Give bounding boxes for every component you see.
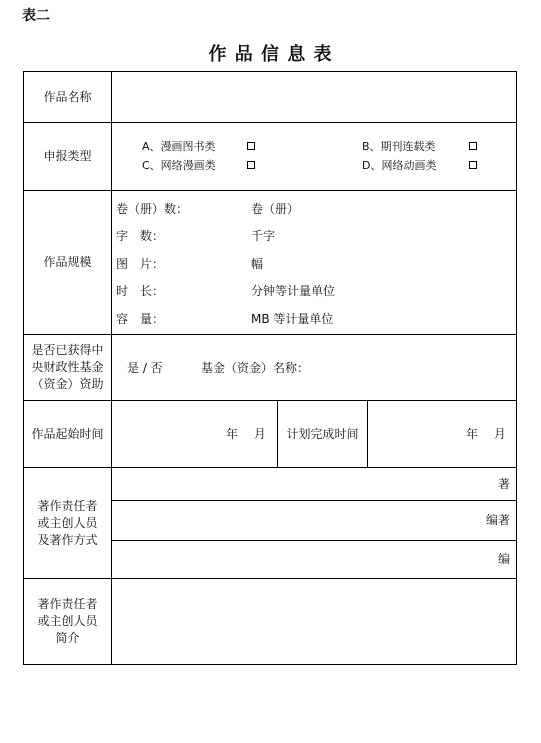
word-count-unit: 千字	[251, 229, 276, 243]
images-unit: 幅	[251, 257, 264, 271]
role-author: 著	[497, 477, 510, 491]
option-comic-book-checkbox[interactable]	[247, 142, 255, 150]
page-title: 作 品 信 息 表	[208, 44, 333, 65]
fund-name-label: 基金（资金）名称：	[201, 361, 310, 375]
images-label: 图 片：	[116, 257, 165, 271]
work-name-label: 作品名称	[43, 89, 92, 104]
volumes-label: 卷（册）数：	[116, 202, 189, 216]
capacity-label: 容 量：	[116, 312, 165, 326]
option-web-animation-checkbox[interactable]	[469, 161, 477, 169]
funding-yes-no[interactable]: 是 / 否	[127, 361, 163, 375]
intro-label-line-1: 著作责任者	[37, 597, 98, 611]
volumes-unit: 卷（册）	[251, 202, 300, 216]
capacity-unit: MB 等计量单位	[251, 312, 334, 326]
duration-label: 时 长：	[116, 284, 165, 298]
option-web-animation-label: D、网络动画类	[362, 159, 437, 172]
plan-year-month[interactable]: 年 月	[466, 427, 506, 441]
authors-label	[24, 468, 111, 578]
funding-label	[24, 335, 111, 400]
option-serial-checkbox[interactable]	[469, 142, 477, 150]
intro-label-line-3: 简介	[55, 631, 80, 645]
start-time-label: 作品起始时间	[31, 426, 104, 441]
table-number-label: 表二	[22, 8, 50, 24]
intro-field[interactable]	[112, 579, 516, 664]
plan-complete-label: 计划完成时间	[286, 426, 359, 441]
funding-label-line-2: 央财政性基金	[31, 360, 104, 374]
duration-unit: 分钟等计量单位	[251, 284, 336, 298]
funding-label-line-1: 是否已获得中	[31, 343, 104, 357]
start-year-month[interactable]: 年 月	[226, 427, 266, 441]
option-comic-book-label: A、漫画图书类	[142, 140, 216, 153]
declare-type-label: 申报类型	[43, 149, 92, 163]
role-editor-author: 编著	[485, 513, 510, 527]
option-web-comic-label: C、网络漫画类	[142, 159, 216, 172]
work-name-field[interactable]	[112, 72, 516, 122]
authors-label-line-1: 著作责任者	[37, 498, 98, 513]
funding-label-line-3: （资金）资助	[31, 377, 104, 391]
intro-label	[24, 579, 111, 664]
role-editor: 编	[497, 552, 510, 566]
option-serial-label: B、期刊连载类	[362, 140, 436, 153]
option-web-comic-checkbox[interactable]	[247, 161, 255, 169]
word-count-label: 字 数：	[116, 229, 165, 243]
scale-label: 作品规模	[43, 255, 92, 269]
intro-label-line-2: 或主创人员	[37, 614, 98, 628]
authors-label-line-2: 或主创人员	[37, 515, 98, 530]
authors-label-line-3: 及著作方式	[37, 532, 98, 547]
